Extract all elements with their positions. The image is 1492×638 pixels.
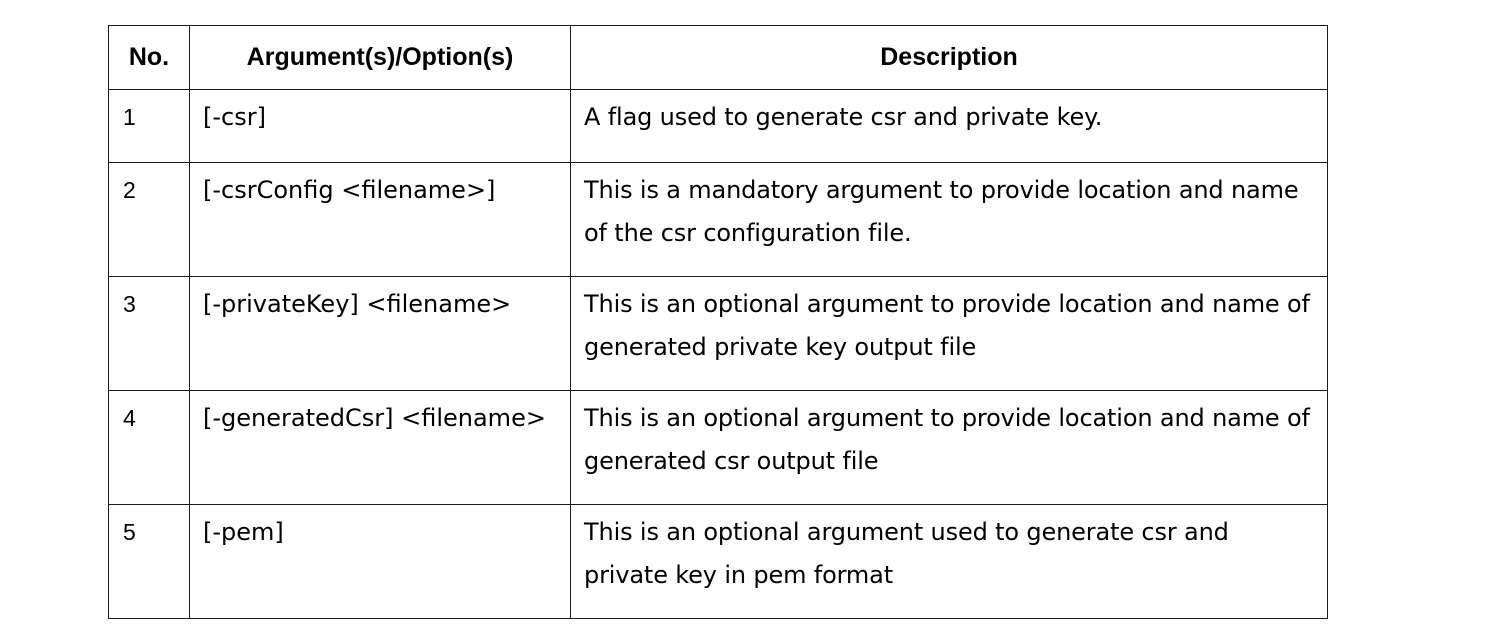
header-no: No. bbox=[109, 26, 190, 90]
row-number: 2 bbox=[109, 163, 190, 277]
row-argument bbox=[190, 505, 571, 619]
arguments-table-container bbox=[108, 25, 1327, 619]
header-description: Description bbox=[571, 26, 1328, 90]
argument-text: [-generatedCsr] <filename> bbox=[203, 404, 546, 432]
table-row bbox=[109, 505, 1328, 619]
description-text: This is an optional argument to provide location and name of generated csr output file bbox=[584, 404, 1310, 475]
description-text: This is an optional argument used to generate csr and private key in pem format bbox=[584, 518, 1229, 589]
table-header-row bbox=[109, 26, 1328, 90]
description-text: A flag used to generate csr and private key. bbox=[584, 103, 1103, 131]
header-argument: Argument(s)/Option(s) bbox=[190, 26, 571, 90]
argument-text: [-csrConfig <filename>] bbox=[203, 176, 496, 204]
row-number: 1 bbox=[109, 90, 190, 163]
row-argument bbox=[190, 391, 571, 505]
table-row bbox=[109, 391, 1328, 505]
row-argument bbox=[190, 90, 571, 163]
argument-text: [-csr] bbox=[203, 103, 266, 131]
description-text: This is an optional argument to provide location and name of generated private key output file bbox=[584, 290, 1310, 361]
row-number: 3 bbox=[109, 277, 190, 391]
arguments-table bbox=[108, 25, 1328, 619]
table-row bbox=[109, 163, 1328, 277]
row-number: 5 bbox=[109, 505, 190, 619]
row-description bbox=[571, 163, 1328, 277]
table-row bbox=[109, 277, 1328, 391]
row-argument bbox=[190, 163, 571, 277]
row-number: 4 bbox=[109, 391, 190, 505]
row-description bbox=[571, 391, 1328, 505]
argument-text: [-privateKey] <filename> bbox=[203, 290, 512, 318]
description-text: This is a mandatory argument to provide location and name of the csr configuration file. bbox=[584, 176, 1299, 247]
argument-text: [-pem] bbox=[203, 518, 284, 546]
row-description bbox=[571, 277, 1328, 391]
row-argument bbox=[190, 277, 571, 391]
table-row bbox=[109, 90, 1328, 163]
row-description bbox=[571, 505, 1328, 619]
row-description bbox=[571, 90, 1328, 163]
